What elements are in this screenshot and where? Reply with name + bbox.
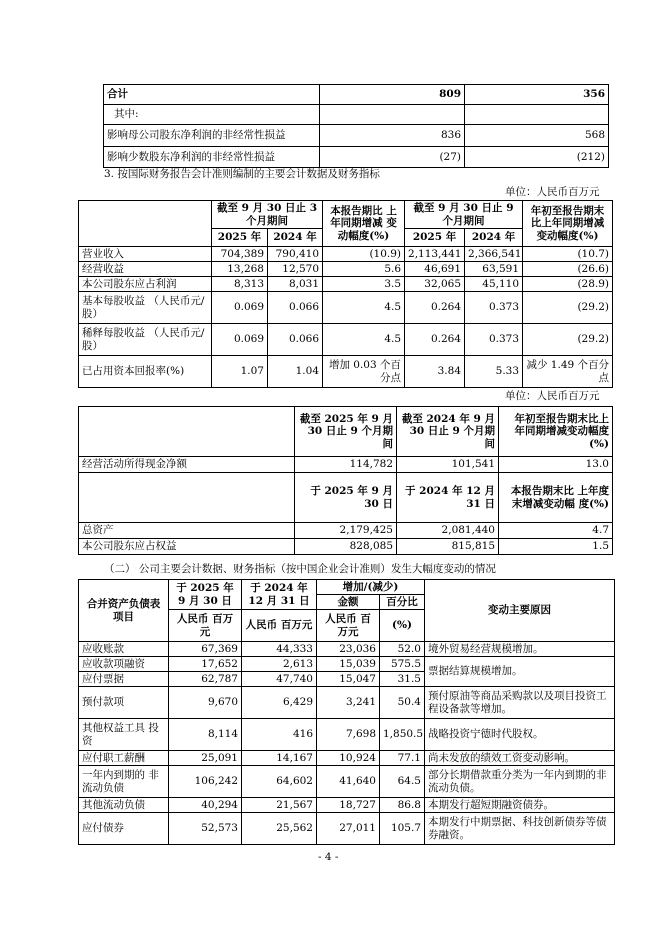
value-cell: 704,389 <box>212 247 268 262</box>
header-reason: 变动主要原因 <box>425 580 615 642</box>
value-cell: (10.7) <box>523 247 613 262</box>
value-cell: (26.6) <box>523 262 613 277</box>
reason-cell: 本期发行超短期融资债券。 <box>425 798 615 813</box>
value-cell: 3.84 <box>405 356 465 388</box>
reason-cell: 预付原油等商品采购款以及项目投资工程设备款等增加。 <box>425 687 615 719</box>
value-cell: 101,541 <box>397 457 499 473</box>
value-cell: 64,602 <box>242 766 317 798</box>
value-cell: 0.264 <box>405 324 465 356</box>
row-label: 已占用资本回报率(%) <box>79 356 212 388</box>
header-date-2024: 于 2024 年 12 月 31 日 <box>397 473 499 523</box>
table-row <box>79 719 615 751</box>
header-blank <box>79 407 295 457</box>
balance-sheet-changes-table <box>78 579 615 845</box>
non-recurring-table <box>103 84 609 168</box>
value-cell: 45,110 <box>465 277 523 292</box>
value-cell: 8,313 <box>212 277 268 292</box>
unit-label: 单位：人民币百万元 <box>505 186 600 198</box>
value-cell: 32,065 <box>405 277 465 292</box>
value-cell: 0.066 <box>268 324 323 356</box>
value-cell: (28.9) <box>523 277 613 292</box>
value-cell: 63,591 <box>465 262 523 277</box>
value-cell: 5.33 <box>465 356 523 388</box>
value-cell: 0.066 <box>268 292 323 324</box>
table-row <box>104 147 609 168</box>
value-cell: 21,567 <box>242 798 317 813</box>
reason-cell: 票据结算规模增加。 <box>425 657 615 687</box>
table-row <box>79 262 613 277</box>
value-cell: (27) <box>320 147 465 168</box>
row-label: 经营收益 <box>79 262 212 277</box>
value-cell: 17,652 <box>169 657 242 672</box>
table-row <box>79 324 613 356</box>
value-cell: 0.069 <box>212 292 268 324</box>
value-cell: 4.5 <box>323 292 405 324</box>
unit-label: 单位：人民币百万元 <box>505 390 600 402</box>
section-3-title: 3. 按国际财务报告会计准则编制的主要会计数据及财务指标 <box>104 168 380 180</box>
table-row <box>79 277 613 292</box>
row-label: 合计 <box>104 85 320 105</box>
table-row <box>104 85 609 105</box>
header-row <box>79 473 613 523</box>
header-ytd-change: 年初至报告期末 比上年同期增减 变动幅度(%) <box>523 201 613 247</box>
header-9m: 截至 9 月 30 日止 9 个月期间 <box>405 201 523 229</box>
row-label: 应付票据 <box>79 672 169 687</box>
row-label: 基本每股收益 （人民币元/股） <box>79 292 212 324</box>
header-date-2025: 于 2025 年 9 月 30 日 <box>295 473 397 523</box>
reason-cell: 本期发行中期票据、科技创新债券等债券融资。 <box>425 813 615 845</box>
table-row <box>79 356 613 388</box>
value-cell: (29.2) <box>523 324 613 356</box>
value-cell: 836 <box>320 125 465 147</box>
row-label: 经营活动所得现金净额 <box>79 457 295 473</box>
value-cell: 67,369 <box>169 642 242 657</box>
value-cell: 2,113,441 <box>405 247 465 262</box>
reason-cell: 尚未发放的绩效工资变动影响。 <box>425 751 615 766</box>
header-blank <box>79 473 295 523</box>
value-cell: 6,429 <box>242 687 317 719</box>
value-cell: 18,727 <box>317 798 380 813</box>
value-cell: 62,787 <box>169 672 242 687</box>
header-3m: 截至 9 月 30 日止 3 个月期间 <box>212 201 323 229</box>
value-cell: 2,081,440 <box>397 523 499 539</box>
value-cell: 7,698 <box>317 719 380 751</box>
row-label: 营业收入 <box>79 247 212 262</box>
value-cell: 增加 0.03 个百分点 <box>323 356 405 388</box>
value-cell: 0.264 <box>405 292 465 324</box>
row-label: 影响少数股东净利润的非经常性损益 <box>104 147 320 168</box>
table-row <box>79 539 613 555</box>
header-year: 2025 年 <box>405 229 465 247</box>
value-cell: 9,670 <box>169 687 242 719</box>
header-change: 本报告期比 上年同期增减 变动幅度(%) <box>323 201 405 247</box>
header-row <box>79 580 615 595</box>
value-cell: 1.07 <box>212 356 268 388</box>
value-cell: 3,241 <box>317 687 380 719</box>
row-label: 总资产 <box>79 523 295 539</box>
value-cell: 27,011 <box>317 813 380 845</box>
header-amount: 金额 <box>317 595 380 610</box>
value-cell: 52,573 <box>169 813 242 845</box>
value-cell: 0.373 <box>465 292 523 324</box>
value-cell: 1,850.5 <box>380 719 425 751</box>
row-label: 应收账款 <box>79 642 169 657</box>
value-cell: 575.5 <box>380 657 425 672</box>
value-cell: 1.5 <box>499 539 613 555</box>
value-cell: 106,242 <box>169 766 242 798</box>
value-cell: 13,268 <box>212 262 268 277</box>
value-cell: 31.5 <box>380 672 425 687</box>
row-label: 其他流动负债 <box>79 798 169 813</box>
ifrs-indicators-table <box>78 200 613 388</box>
value-cell: 356 <box>465 85 609 105</box>
value-cell: (29.2) <box>523 292 613 324</box>
value-cell: 25,091 <box>169 751 242 766</box>
table-row <box>79 247 613 262</box>
value-cell: 64.5 <box>380 766 425 798</box>
value-cell: 790,410 <box>268 247 323 262</box>
header-9m-2024: 截至 2024 年 9 月 30 日止 9 个月期间 <box>397 407 499 457</box>
value-cell: 815,815 <box>397 539 499 555</box>
table-row <box>79 687 615 719</box>
header-ytd-change: 年初至报告期末比上 年同期增减变动幅度 (%) <box>499 407 613 457</box>
value-cell <box>320 105 465 125</box>
value-cell: 828,085 <box>295 539 397 555</box>
value-cell: 114,782 <box>295 457 397 473</box>
value-cell: 0.069 <box>212 324 268 356</box>
value-cell: 5.6 <box>323 262 405 277</box>
value-cell: 2,179,425 <box>295 523 397 539</box>
value-cell: 3.5 <box>323 277 405 292</box>
unit-cell: 人民币 百万元 <box>242 610 317 642</box>
page-number: - 4 - <box>318 851 339 863</box>
row-label: 本公司股东应占利润 <box>79 277 212 292</box>
row-label: 其中: <box>104 105 320 125</box>
table-row <box>79 657 615 672</box>
reason-cell: 部分长期借款重分类为一年内到期的非流动负债。 <box>425 766 615 798</box>
value-cell: (10.9) <box>323 247 405 262</box>
value-cell: 40,294 <box>169 798 242 813</box>
header-row <box>79 407 613 457</box>
value-cell: 12,570 <box>268 262 323 277</box>
value-cell: 8,114 <box>169 719 242 751</box>
value-cell: 416 <box>242 719 317 751</box>
value-cell: 41,640 <box>317 766 380 798</box>
section-2-title: （二） 公司主要会计数据、财务指标（按中国企业会计准则）发生大幅度变动的情况 <box>104 563 496 575</box>
header-year: 2025 年 <box>212 229 268 247</box>
reason-cell: 境外贸易经营规模增加。 <box>425 642 615 657</box>
reason-cell: 战略投资宁德时代股权。 <box>425 719 615 751</box>
header-percent: 百分比 <box>380 595 425 610</box>
value-cell: 47,740 <box>242 672 317 687</box>
header-period-change: 本报告期末比 上年度末增减变动幅 度(%) <box>499 473 613 523</box>
table-row <box>79 798 615 813</box>
table-row <box>79 642 615 657</box>
table-row <box>79 292 613 324</box>
header-2024: 于 2024 年 12 月 31 日 <box>242 580 317 610</box>
value-cell: 13.0 <box>499 457 613 473</box>
value-cell: 23,036 <box>317 642 380 657</box>
row-label: 预付款项 <box>79 687 169 719</box>
header-9m-2025: 截至 2025 年 9 月 30 日止 9 个月期间 <box>295 407 397 457</box>
value-cell: 1.04 <box>268 356 323 388</box>
value-cell: 4.7 <box>499 523 613 539</box>
value-cell: 568 <box>465 125 609 147</box>
header-item: 合并资产负债表 项目 <box>79 580 169 642</box>
row-label: 稀释每股收益 （人民币元/股） <box>79 324 212 356</box>
value-cell: 50.4 <box>380 687 425 719</box>
value-cell: 86.8 <box>380 798 425 813</box>
value-cell: 46,691 <box>405 262 465 277</box>
value-cell: 4.5 <box>323 324 405 356</box>
unit-cell: 人民币 百万元 <box>317 610 380 642</box>
table-row <box>79 457 613 473</box>
table-row <box>79 523 613 539</box>
row-label: 应付职工薪酬 <box>79 751 169 766</box>
value-cell: 减少 1.49 个百分点 <box>523 356 613 388</box>
value-cell: 77.1 <box>380 751 425 766</box>
cash-assets-table <box>78 406 613 555</box>
row-label: 影响母公司股东净利润的非经常性损益 <box>104 125 320 147</box>
unit-cell: 人民币 百万元 <box>169 610 242 642</box>
header-increase: 增加/(减少) <box>317 580 425 595</box>
table-row <box>104 125 609 147</box>
value-cell: 25,562 <box>242 813 317 845</box>
value-cell: 105.7 <box>380 813 425 845</box>
header-year: 2024 年 <box>268 229 323 247</box>
value-cell: 44,333 <box>242 642 317 657</box>
header-year: 2024 年 <box>465 229 523 247</box>
value-cell: 2,366,541 <box>465 247 523 262</box>
value-cell: 14,167 <box>242 751 317 766</box>
table-row <box>79 766 615 798</box>
value-cell: 15,039 <box>317 657 380 672</box>
value-cell: (212) <box>465 147 609 168</box>
header-row <box>79 201 613 229</box>
header-blank <box>79 201 212 247</box>
table-row <box>104 105 609 125</box>
row-label: 一年内到期的 非流动负债 <box>79 766 169 798</box>
value-cell: 15,047 <box>317 672 380 687</box>
value-cell: 8,031 <box>268 277 323 292</box>
row-label: 应付债券 <box>79 813 169 845</box>
value-cell: 809 <box>320 85 465 105</box>
row-label: 本公司股东应占权益 <box>79 539 295 555</box>
table-row <box>79 813 615 845</box>
value-cell: 2,613 <box>242 657 317 672</box>
row-label: 应收款项融资 <box>79 657 169 672</box>
value-cell: 10,924 <box>317 751 380 766</box>
unit-cell: (%) <box>380 610 425 642</box>
header-2025: 于 2025 年 9 月 30 日 <box>169 580 242 610</box>
value-cell: 52.0 <box>380 642 425 657</box>
row-label: 其他权益工具 投资 <box>79 719 169 751</box>
value-cell <box>465 105 609 125</box>
value-cell: 0.373 <box>465 324 523 356</box>
table-row <box>79 751 615 766</box>
